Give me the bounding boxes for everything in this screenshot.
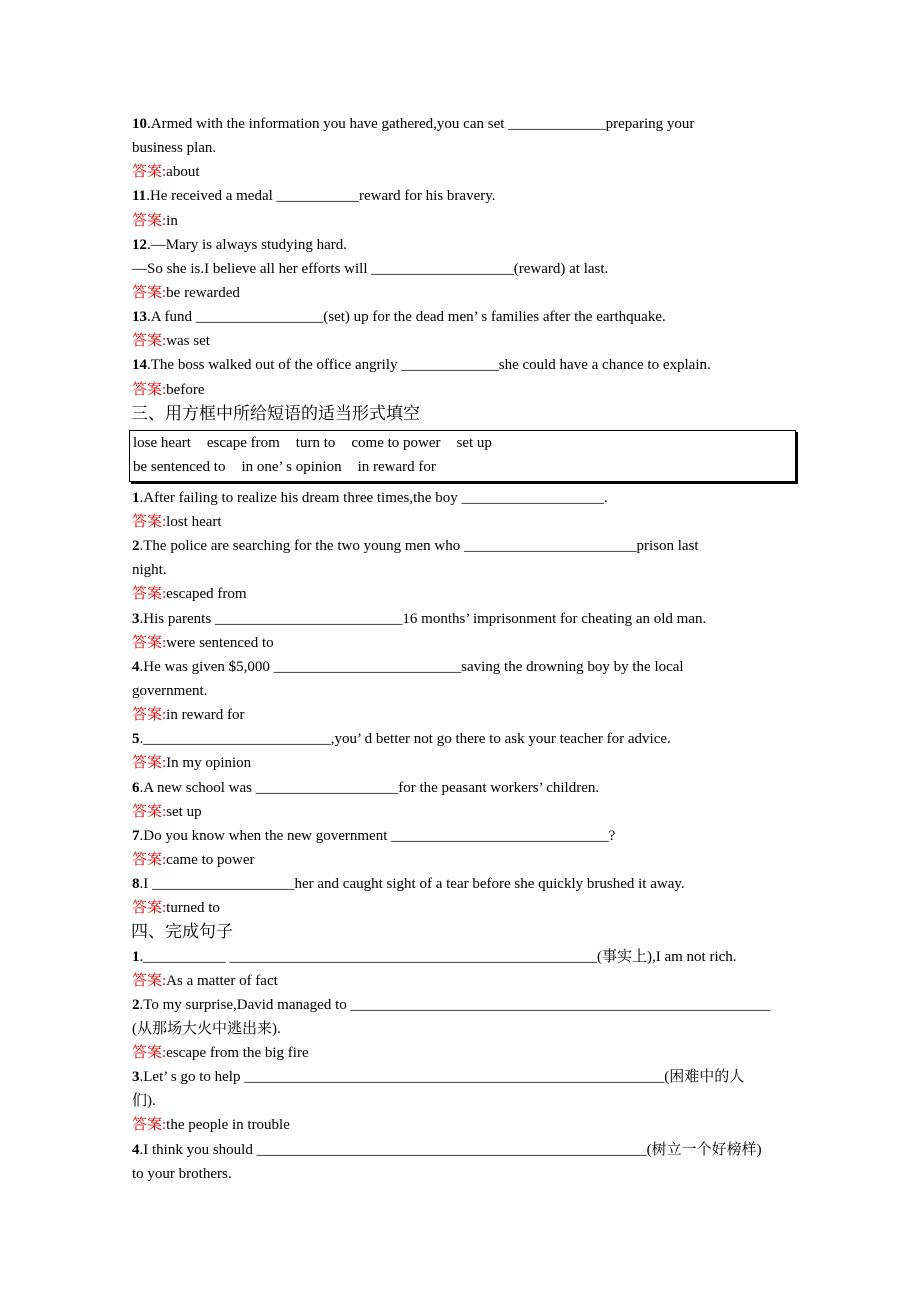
answer-line xyxy=(132,209,812,233)
section xyxy=(132,920,812,1186)
question-number: 8 xyxy=(132,876,140,893)
question-text: .After failing to realize his dream three times,the boy ___________________. xyxy=(139,489,608,506)
question-number: 1 xyxy=(132,489,140,506)
question-number: 10 xyxy=(132,116,147,132)
question-item xyxy=(132,1138,812,1186)
question-number: 4 xyxy=(132,658,140,675)
word-box-phrase: in one’ s opinion xyxy=(241,459,342,476)
answer-line xyxy=(132,703,812,727)
question-item xyxy=(132,824,812,872)
question-item xyxy=(132,872,812,920)
question-text: to your brothers. xyxy=(132,1165,232,1182)
answer-label: 答案: xyxy=(132,803,167,820)
question-line xyxy=(132,112,812,136)
question-number: 4 xyxy=(132,1141,140,1158)
answer-label: 答案: xyxy=(132,381,167,398)
question-number: 1 xyxy=(132,948,140,965)
answer-label: 答案: xyxy=(132,900,167,917)
question-text: business plan. xyxy=(132,140,217,157)
question-item xyxy=(132,945,812,993)
question-line xyxy=(132,1138,812,1162)
word-box xyxy=(129,430,796,482)
question-item xyxy=(132,727,812,775)
question-item xyxy=(132,233,812,305)
section xyxy=(132,402,812,921)
answer-label: 答案: xyxy=(132,972,167,989)
question-text: ._________________________,you’ d better not go there to ask your teacher for advice. xyxy=(139,731,671,748)
word-box-phrase: escape from xyxy=(206,434,280,451)
answer-line xyxy=(132,582,812,606)
question-text: .The police are searching for the two young men who _______________________prison last xyxy=(139,538,699,555)
question-line xyxy=(132,993,812,1017)
question-item xyxy=(132,305,812,353)
answer-text: were sentenced to xyxy=(166,634,274,651)
answer-label: 答案: xyxy=(132,284,167,301)
question-line xyxy=(132,655,812,679)
question-line xyxy=(132,353,812,377)
answer-label: 答案: xyxy=(132,333,167,350)
question-number: 7 xyxy=(132,827,140,844)
answer-label: 答案: xyxy=(132,851,167,868)
question-text: night. xyxy=(132,562,167,579)
answer-text: in xyxy=(166,212,178,229)
question-line xyxy=(132,136,812,160)
question-text: .He was given $5,000 _________________________saving the drowning boy by the local xyxy=(139,658,684,675)
question-line xyxy=(132,776,812,800)
answer-line xyxy=(132,751,812,775)
question-text: .I ___________________her and caught sight of a tear before she quickly brushed it away. xyxy=(139,876,685,893)
question-line xyxy=(132,607,812,631)
question-text: .Do you know when the new government _____________________________? xyxy=(139,827,616,844)
question-number: 5 xyxy=(132,731,140,748)
question-number: 3 xyxy=(132,1069,140,1086)
question-number: 12 xyxy=(132,236,147,253)
word-box-row xyxy=(133,431,795,456)
answer-line xyxy=(132,896,812,920)
answer-line xyxy=(132,510,812,534)
answer-label: 答案: xyxy=(132,513,167,530)
answer-text: set up xyxy=(166,803,202,820)
answer-line xyxy=(132,631,812,655)
question-item xyxy=(132,776,812,824)
answer-line xyxy=(132,1041,812,1065)
answer-text: the people in trouble xyxy=(166,1117,290,1134)
answer-text: be rewarded xyxy=(166,284,240,301)
answer-label: 答案: xyxy=(132,1117,167,1134)
question-item xyxy=(132,993,812,1065)
question-item xyxy=(132,655,812,727)
question-line xyxy=(132,1065,812,1089)
question-text: .A fund _________________(set) up for the dead men’ s families after the earthquake. xyxy=(147,309,666,326)
question-number: 2 xyxy=(132,996,140,1013)
question-number: 11 xyxy=(132,188,147,205)
question-text: —So she is.I believe all her efforts will ___________________(reward) at last. xyxy=(132,260,609,277)
question-text: .He received a medal ___________reward for his bravery. xyxy=(146,188,496,205)
question-line xyxy=(132,1017,812,1041)
question-line xyxy=(132,486,812,510)
question-text: .—Mary is always studying hard. xyxy=(147,236,347,253)
answer-text: escape from the big fire xyxy=(166,1045,309,1062)
question-line xyxy=(132,184,812,208)
question-line xyxy=(132,1089,812,1113)
answer-text: about xyxy=(166,164,200,181)
word-box-phrase: come to power xyxy=(351,434,441,451)
question-text: .Armed with the information you have gathered,you can set _____________preparing your xyxy=(147,116,695,132)
answer-text: before xyxy=(166,381,205,398)
question-line xyxy=(132,679,812,703)
question-line xyxy=(132,727,812,751)
answer-text: was set xyxy=(166,333,210,350)
answer-label: 答案: xyxy=(132,212,167,229)
answer-text: As a matter of fact xyxy=(166,972,278,989)
answer-label: 答案: xyxy=(132,634,167,651)
question-text: .His parents _________________________16 months’ imprisonment for cheating an old man. xyxy=(139,610,707,627)
answer-text: came to power xyxy=(166,851,255,868)
question-item xyxy=(132,1065,812,1137)
section-heading: 四、完成句子 xyxy=(131,922,233,943)
word-box-row xyxy=(133,455,795,480)
question-line xyxy=(132,872,812,896)
word-box-phrase: set up xyxy=(456,434,492,451)
answer-text: turned to xyxy=(166,900,220,917)
section xyxy=(132,112,812,402)
question-item xyxy=(132,112,812,184)
question-text: .Let’ s go to help ________________________________________________________(困难中的人 xyxy=(139,1069,745,1086)
question-item xyxy=(132,486,812,534)
question-item xyxy=(132,353,812,401)
question-text: .I think you should ____________________________________________________(树立一个好榜样) xyxy=(139,1141,762,1158)
question-text: 们). xyxy=(132,1093,156,1110)
question-text: .The boss walked out of the office angrily _____________she could have a chance to explain. xyxy=(147,357,711,374)
question-line xyxy=(132,824,812,848)
question-text: .___________ _________________________________________________(事实上),I am not rich. xyxy=(139,948,737,965)
answer-text: in reward for xyxy=(166,707,245,724)
word-box-phrase: turn to xyxy=(295,434,336,451)
question-line xyxy=(132,233,812,257)
answer-text: lost heart xyxy=(166,513,222,530)
document-page xyxy=(132,112,812,1186)
answer-line xyxy=(132,329,812,353)
question-number: 6 xyxy=(132,779,140,796)
question-number: 14 xyxy=(132,357,147,374)
answer-label: 答案: xyxy=(132,707,167,724)
question-text: .A new school was ___________________for the peasant workers’ children. xyxy=(139,779,600,796)
answer-line xyxy=(132,1113,812,1137)
question-item xyxy=(132,184,812,232)
question-number: 3 xyxy=(132,610,140,627)
word-box-phrase: lose heart xyxy=(133,434,191,451)
answer-line xyxy=(132,969,812,993)
answer-line xyxy=(132,378,812,402)
question-text: (从那场大火中逃出来). xyxy=(132,1020,281,1037)
section-heading: 三、用方框中所给短语的适当形式填空 xyxy=(131,403,420,424)
answer-line xyxy=(132,281,812,305)
word-box-phrase: be sentenced to xyxy=(133,459,226,476)
question-number: 13 xyxy=(132,309,147,326)
answer-label: 答案: xyxy=(132,1045,167,1062)
answer-label: 答案: xyxy=(132,586,167,603)
question-item xyxy=(132,534,812,606)
question-text: .To my surprise,David managed to ________________________________________________________ xyxy=(139,996,771,1013)
question-line xyxy=(132,534,812,558)
answer-text: In my opinion xyxy=(166,755,252,772)
answer-label: 答案: xyxy=(132,164,167,181)
word-box-phrase: in reward for xyxy=(357,459,436,476)
answer-line xyxy=(132,160,812,184)
answer-label: 答案: xyxy=(132,755,167,772)
question-number: 2 xyxy=(132,538,140,555)
question-line xyxy=(132,305,812,329)
question-text: government. xyxy=(132,682,208,699)
answer-text: escaped from xyxy=(166,586,247,603)
question-line xyxy=(132,558,812,582)
question-line xyxy=(132,257,812,281)
answer-line xyxy=(132,848,812,872)
question-line xyxy=(132,945,812,969)
answer-line xyxy=(132,800,812,824)
question-item xyxy=(132,607,812,655)
question-line xyxy=(132,1162,812,1186)
